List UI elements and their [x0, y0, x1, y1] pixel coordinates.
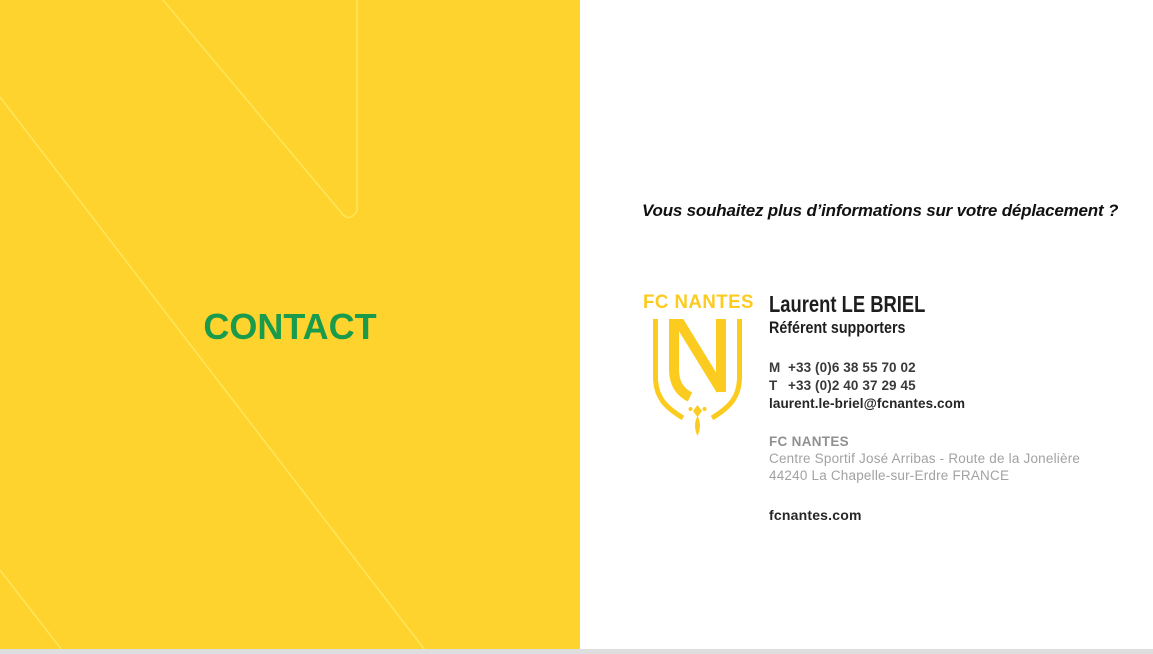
mobile-line — [769, 359, 1129, 377]
phone-line — [769, 377, 1129, 395]
phone-label: T — [769, 378, 778, 393]
mobile-number: +33 (0)6 38 55 70 02 — [788, 360, 916, 375]
question-heading: Vous souhaitez plus d’informations sur votre déplacement ? — [642, 201, 1119, 220]
fc-nantes-crest-icon — [652, 319, 743, 437]
address-line-2: 44240 La Chapelle-sur-Erdre FRANCE — [769, 468, 1010, 483]
page-title: CONTACT — [203, 306, 377, 347]
website-link[interactable]: fcnantes.com — [769, 507, 862, 523]
contact-name: Laurent LE BRIEL — [769, 291, 926, 317]
phone-block — [769, 359, 1129, 413]
fc-nantes-wordmark: FC NANTES — [643, 292, 754, 313]
phone-number: +33 (0)2 40 37 29 45 — [788, 378, 916, 393]
bottom-strip — [0, 649, 1153, 654]
contact-role: Référent supporters — [769, 318, 906, 337]
org-name: FC NANTES — [769, 434, 849, 449]
contact-info — [769, 292, 1129, 523]
contact-details-panel — [580, 0, 1153, 654]
mobile-label: M — [769, 360, 781, 375]
address-block — [769, 433, 1129, 484]
email-link[interactable]: laurent.le-briel@fcnantes.com — [769, 396, 966, 411]
contact-card — [643, 292, 1129, 523]
fc-nantes-logo — [643, 292, 757, 523]
address-line-1: Centre Sportif José Arribas - Route de la Jonelière — [769, 451, 1081, 466]
